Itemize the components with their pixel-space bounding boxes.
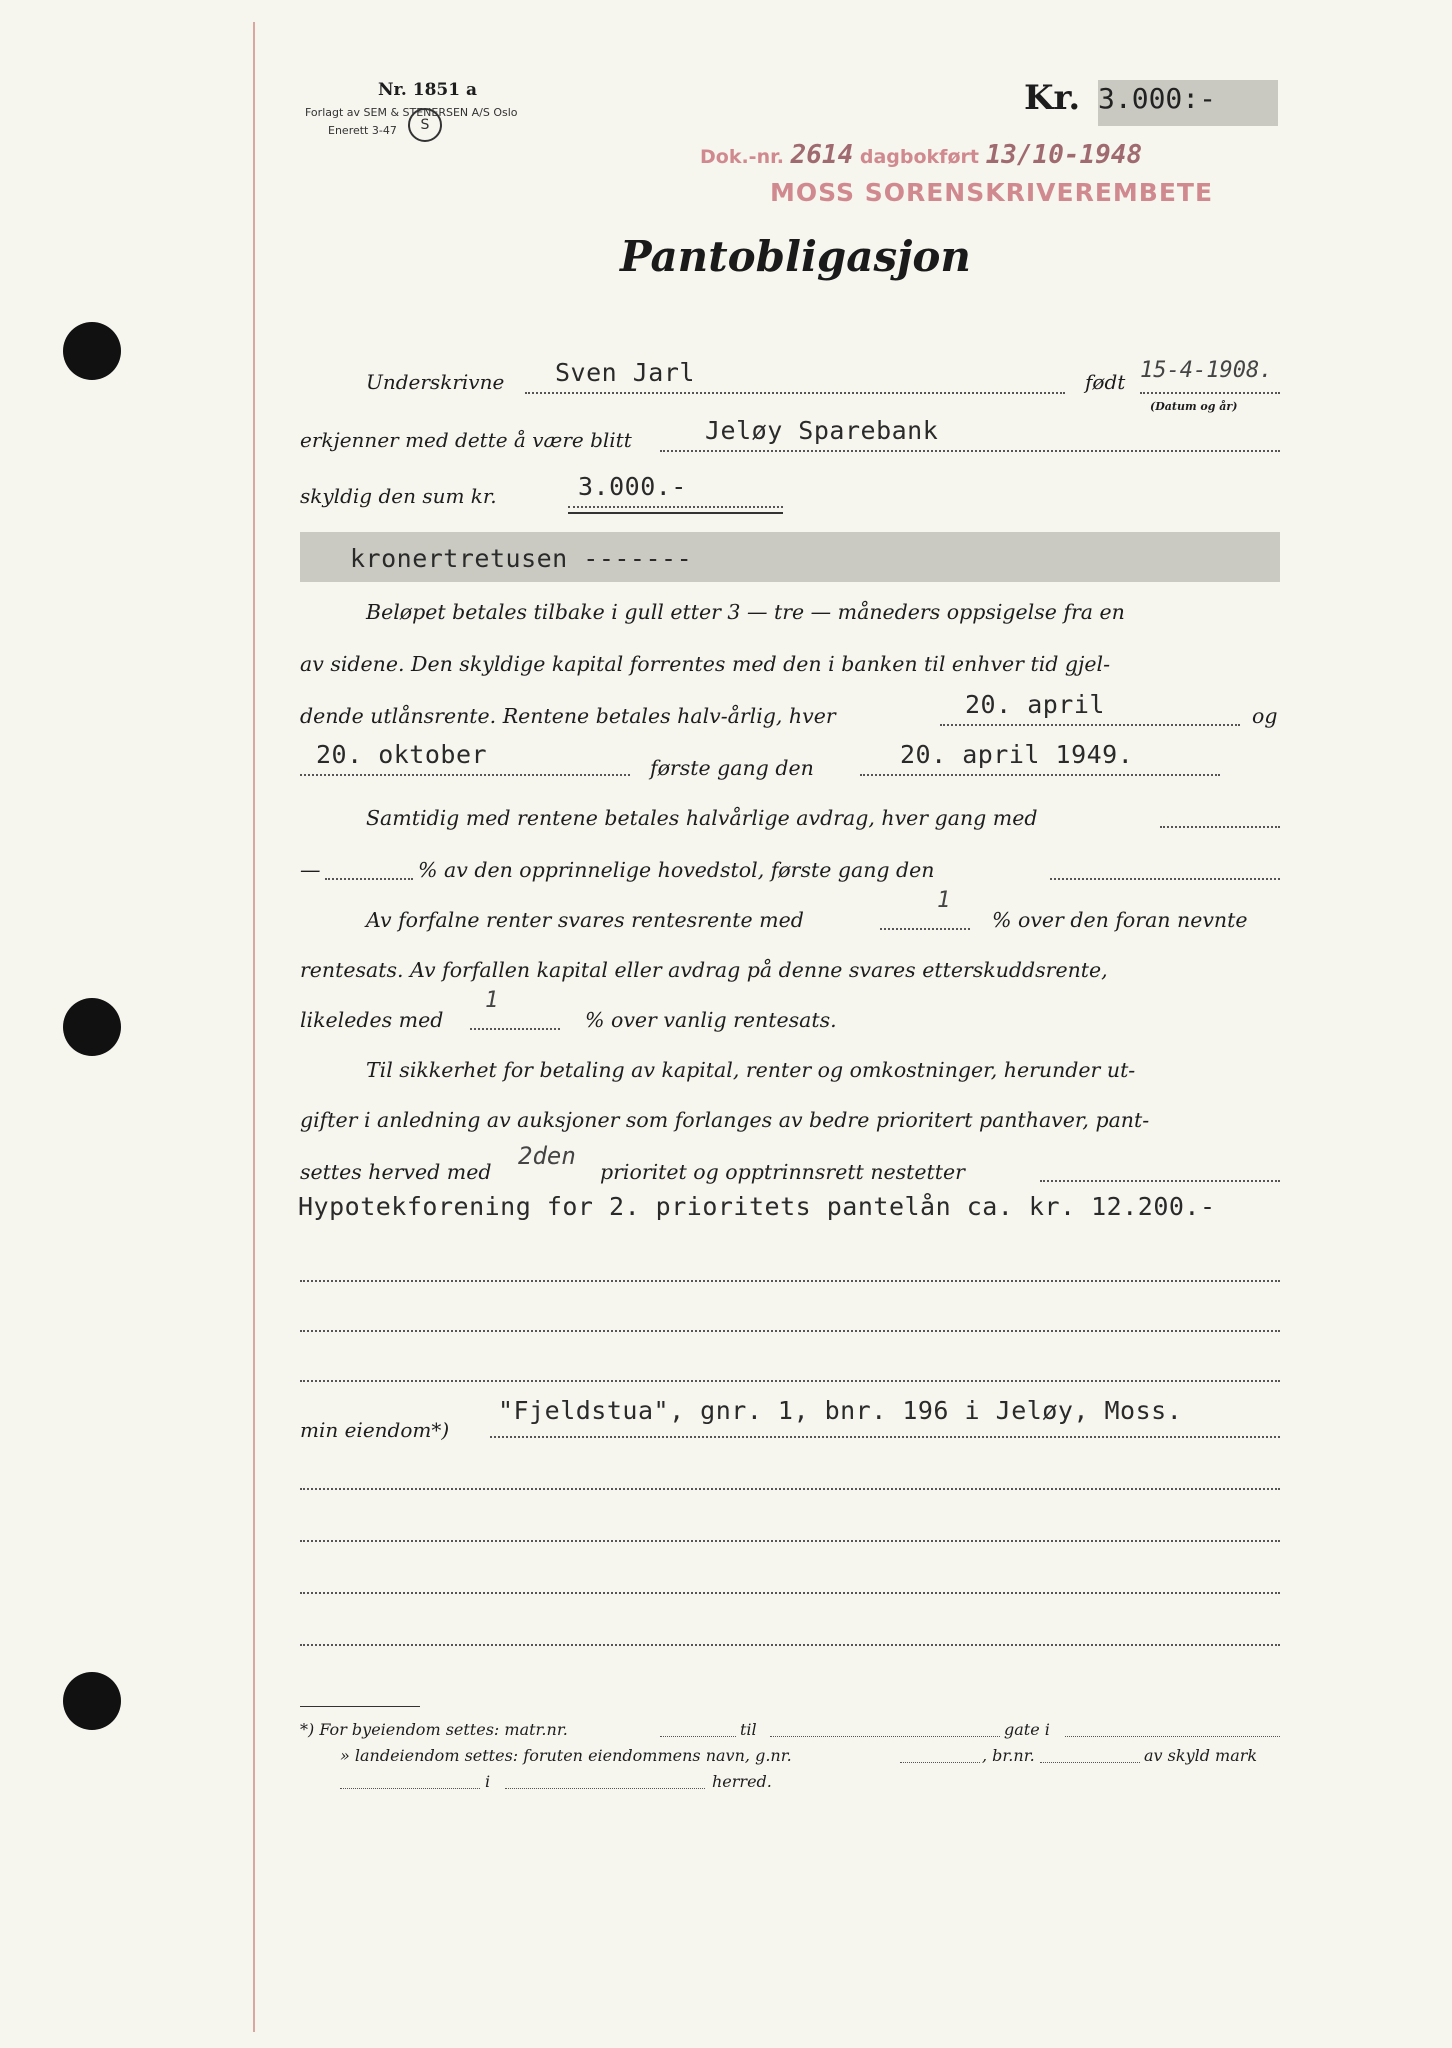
priority-value: 2den — [518, 1142, 576, 1170]
body-line-8: rentesats. Av forfallen kapital eller avdrag på denne svares etterskuddsrente, — [300, 958, 1108, 982]
body-line-6-dots-a — [325, 878, 413, 880]
footnote-line-1: *) For byeiendom settes: matr.nr. — [300, 1720, 568, 1739]
footnote-herred: herred. — [712, 1772, 772, 1791]
erkj-label: erkjenner med dette å være blitt — [300, 428, 632, 452]
body-line-9-dots — [470, 1028, 560, 1030]
body-line-2: av sidene. Den skyldige kapital forrentes med den i banken til enhver tid gjel- — [300, 652, 1111, 676]
body-line-7-end: % over den foran nevnte — [992, 908, 1248, 932]
body-line-5-dots — [1160, 826, 1280, 828]
registry-office: MOSS SORENSKRIVEREMBETE — [770, 178, 1214, 207]
interest-date-2: 20. oktober — [316, 740, 488, 769]
interest-date-1: 20. april — [965, 690, 1105, 719]
fodt-value: 15-4-1908. — [1140, 358, 1273, 383]
registry-stamp-line — [700, 140, 1142, 170]
footnote-dots-2a — [900, 1762, 980, 1763]
footnote-dots-3a — [340, 1788, 480, 1789]
skyldig-value: 3.000.- — [578, 472, 687, 501]
punch-hole-bottom — [63, 1672, 121, 1730]
skyldig-dots — [568, 506, 783, 508]
body-line-7: Av forfalne renter svares rentesrente med — [366, 908, 804, 932]
first-payment-date: 20. april 1949. — [900, 740, 1134, 769]
interest-date-2-dots — [300, 774, 630, 776]
prior-lien-line: Hypotekforening for 2. prioritets pantelån ca. kr. 12.200.- — [298, 1192, 1216, 1221]
eiendom-dots — [490, 1436, 1280, 1438]
blank-line-6 — [300, 1592, 1280, 1594]
body-line-1: Beløpet betales tilbake i gull etter 3 — tre — måneders oppsigelse fra en — [366, 600, 1125, 624]
blank-line-4 — [300, 1488, 1280, 1490]
undersk-dots — [525, 392, 1065, 394]
form-number: Nr. 1851 a — [378, 80, 478, 100]
fodt-label: født — [1085, 370, 1126, 394]
blank-line-7 — [300, 1644, 1280, 1646]
blank-line-5 — [300, 1540, 1280, 1542]
eiendom-label: min eiendom*) — [300, 1418, 450, 1442]
fodt-dots — [1140, 392, 1280, 394]
body-line-7-dots — [880, 928, 970, 930]
footnote-dots-1b — [770, 1736, 1000, 1737]
interest-date-1-dots — [940, 724, 1240, 726]
footnote-dots-1a — [660, 1736, 736, 1737]
margin-line — [253, 22, 255, 2032]
dok-number: 2614 — [790, 140, 854, 170]
body-line-9: likeledes med — [300, 1008, 444, 1032]
body-line-10: Til sikkerhet for betaling av kapital, renter og omkostninger, herunder ut- — [366, 1058, 1136, 1082]
penalty-rate-2: 1 — [485, 988, 499, 1013]
kr-amount-value: 3.000:- — [1098, 82, 1217, 115]
blank-line-2 — [300, 1330, 1280, 1332]
kr-label: Kr. — [1024, 78, 1081, 118]
undersk-value: Sven Jarl — [555, 358, 695, 387]
footnote-dots-3b — [505, 1788, 705, 1789]
body-line-3: dende utlånsrente. Rentene betales halv-årlig, hver — [300, 704, 836, 728]
dagbokfort-label: dagbokført — [859, 146, 979, 168]
blank-line-3 — [300, 1380, 1280, 1382]
amount-words: kronertretusen ------- — [350, 544, 693, 573]
erkj-dots — [660, 450, 1280, 452]
footnote-br: , br.nr. — [982, 1746, 1035, 1765]
datum-note: (Datum og år) — [1150, 400, 1238, 413]
body-line-5: Samtidig med rentene betales halvårlige avdrag, hver gang med — [366, 806, 1038, 830]
publisher-seal-icon: S — [408, 108, 442, 142]
footnote-gate: gate i — [1004, 1720, 1050, 1739]
punch-hole-middle — [63, 998, 121, 1056]
body-line-12-dots — [1040, 1180, 1280, 1182]
skyldig-label: skyldig den sum kr. — [300, 484, 497, 508]
footnote-dots-1c — [1065, 1736, 1280, 1737]
footnote-rule — [300, 1706, 420, 1707]
body-line-3-end: og — [1252, 704, 1278, 728]
body-line-9-end: % over vanlig rentesats. — [585, 1008, 837, 1032]
undersk-label: Underskrivne — [366, 370, 505, 394]
dok-label: Dok.-nr. — [700, 146, 784, 168]
body-line-12: settes herved med — [300, 1160, 492, 1184]
body-line-12-end: prioritet og opptrinnsrett nestetter — [600, 1160, 965, 1184]
body-line-11: gifter i anledning av auksjoner som forlanges av bedre prioritert panthaver, pant- — [300, 1108, 1150, 1132]
body-line-4: første gang den — [650, 756, 814, 780]
footnote-i: i — [485, 1772, 491, 1791]
body-line-6: % av den opprinnelige hovedstol, første gang den — [418, 858, 935, 882]
footnote-dots-2b — [1040, 1762, 1140, 1763]
footnote-til: til — [740, 1720, 757, 1739]
body-line-6-dots-b — [1050, 878, 1280, 880]
erkj-value: Jeløy Sparebank — [705, 416, 939, 445]
skyldig-rule — [568, 512, 783, 514]
stamp-date: 13/10-1948 — [985, 140, 1143, 170]
penalty-rate-1: 1 — [937, 888, 951, 913]
document-title: Pantobligasjon — [620, 232, 971, 281]
blank-line-1 — [300, 1280, 1280, 1282]
publisher-line-2: Enerett 3-47 — [328, 124, 397, 137]
publisher-line-1: Forlagt av SEM & STENERSEN A/S Oslo — [305, 106, 518, 119]
footnote-line-2: » landeiendom settes: foruten eiendommens navn, g.nr. — [340, 1746, 792, 1765]
first-payment-dots — [860, 774, 1220, 776]
footnote-line-2-end: av skyld mark — [1144, 1746, 1258, 1765]
eiendom-value: "Fjeldstua", gnr. 1, bnr. 196 i Jeløy, Moss. — [498, 1396, 1183, 1425]
punch-hole-top — [63, 322, 121, 380]
body-line-6-prefix: — — [300, 858, 321, 882]
